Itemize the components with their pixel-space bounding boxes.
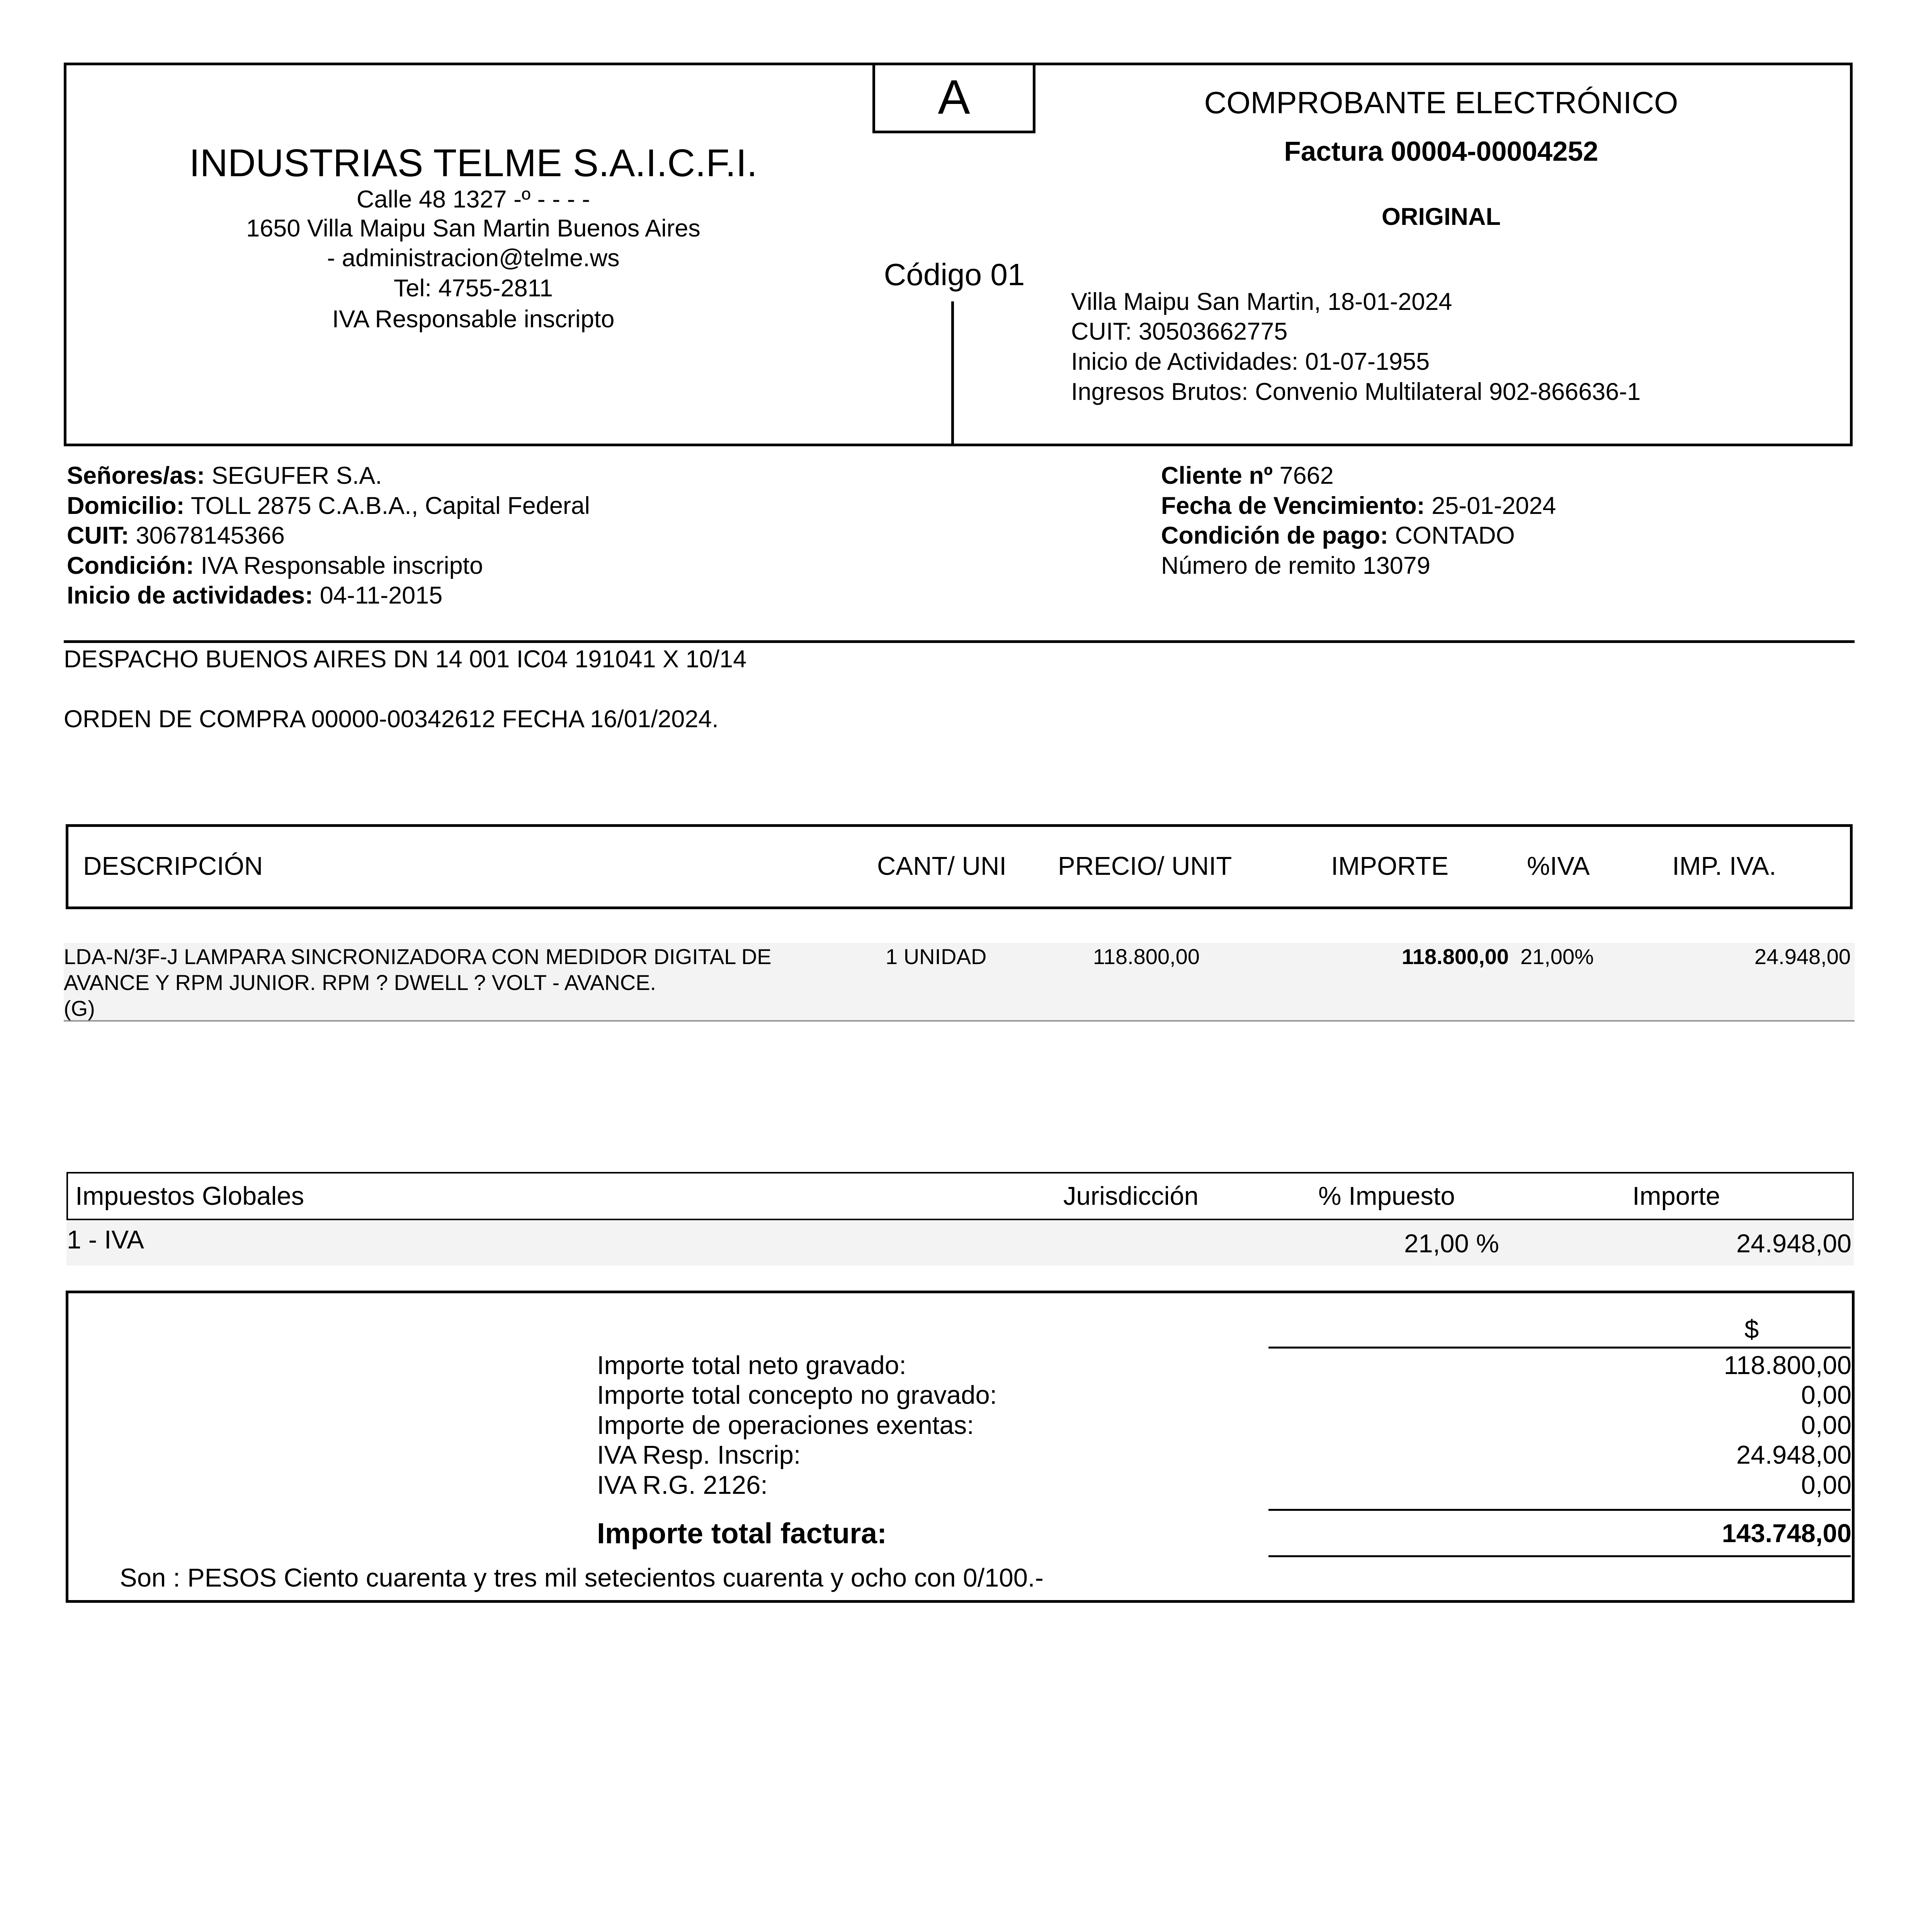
due-date: 25-01-2024 [1425, 492, 1556, 519]
tax-row-name: 1 - IVA [67, 1225, 144, 1254]
customer-condition-label: Condición: [67, 552, 194, 579]
note-dispatch: DESPACHO BUENOS AIRES DN 14 001 IC04 191041 X 10/14 [64, 646, 747, 673]
item-description-line1: LDA-N/3F-J LAMPARA SINCRONIZADORA CON MEDIDOR DIGITAL DE [64, 944, 772, 969]
customer-cuit-label: CUIT: [67, 522, 129, 549]
tax-amount-header: Importe [1632, 1182, 1720, 1211]
totals-iva-label: IVA Resp. Inscrip: [597, 1440, 801, 1469]
customer-divider [64, 640, 1855, 643]
col-amount-header: IMPORTE [1331, 852, 1449, 881]
col-description-header: DESCRIPCIÓN [83, 852, 263, 881]
document-start: Inicio de Actividades: 01-07-1955 [1071, 348, 1430, 375]
totals-top-line [1268, 1347, 1851, 1349]
col-vat-pct-header: %IVA [1527, 852, 1590, 881]
issuer-phone: Tel: 4755-2811 [393, 275, 553, 302]
document-type: COMPROBANTE ELECTRÓNICO [1204, 85, 1678, 120]
due-date-row [1161, 492, 1556, 520]
item-description-line2: AVANCE Y RPM JUNIOR. RPM ? DWELL ? VOLT - AVANCE. [64, 970, 656, 995]
issuer-iva: IVA Responsable inscripto [332, 306, 615, 333]
client-number-label: Cliente nº [1161, 462, 1273, 489]
item-vat-pct: 21,00% [1520, 944, 1594, 969]
item-amount: 118.800,00 [1401, 944, 1509, 969]
taxes-header-box [66, 1172, 1854, 1220]
payment-condition-row [1161, 522, 1515, 549]
note-purchase-order: ORDEN DE COMPRA 00000-00342612 FECHA 16/01/2024. [64, 706, 719, 733]
totals-net-label: Importe total neto gravado: [597, 1351, 906, 1380]
payment-condition: CONTADO [1388, 522, 1515, 549]
payment-condition-label: Condición de pago: [1161, 522, 1388, 549]
tax-name-header: Impuestos Globales [75, 1182, 304, 1211]
customer-address: TOLL 2875 C.A.B.A., Capital Federal [184, 492, 590, 519]
customer-start: 04-11-2015 [313, 582, 443, 609]
customer-name-row [67, 462, 382, 490]
totals-bottom-line [1268, 1555, 1851, 1557]
document-iibb: Ingresos Brutos: Convenio Multilateral 902-866636-1 [1071, 378, 1641, 405]
customer-address-label: Domicilio: [67, 492, 185, 519]
totals-exempt-label: Importe de operaciones exentas: [597, 1411, 974, 1440]
tax-row-pct: 21,00 % [1404, 1229, 1499, 1258]
item-price: 118.800,00 [1093, 944, 1200, 969]
customer-cuit: 30678145366 [129, 522, 285, 549]
item-qty: 1 UNIDAD [886, 944, 987, 969]
totals-not-taxed-value: 0,00 [1801, 1381, 1851, 1410]
client-number: 7662 [1273, 462, 1334, 489]
document-cuit: CUIT: 30503662775 [1071, 318, 1288, 345]
customer-name-label: Señores/as: [67, 462, 205, 489]
tax-row-background [66, 1221, 1854, 1265]
issuer-name: INDUSTRIAS TELME S.A.I.C.F.I. [189, 141, 758, 185]
customer-start-row [67, 582, 442, 609]
invoice-code: Código 01 [884, 257, 1025, 292]
total-in-words: Son : PESOS Ciento cuarenta y tres mil setecientos cuarenta y ocho con 0/100.- [120, 1563, 1044, 1592]
issuer-email: - administracion@telme.ws [327, 245, 620, 272]
totals-net-value: 118.800,00 [1724, 1351, 1851, 1380]
totals-rg2126-label: IVA R.G. 2126: [597, 1471, 768, 1500]
client-number-row [1161, 462, 1334, 490]
currency-symbol: $ [1744, 1315, 1759, 1344]
customer-cuit-row [67, 522, 285, 549]
customer-condition-row [67, 552, 483, 580]
header-divider [951, 301, 954, 446]
customer-condition: IVA Responsable inscripto [194, 552, 483, 579]
customer-name: SEGUFER S.A. [205, 462, 382, 489]
issuer-address2: 1650 Villa Maipu San Martin Buenos Aires [246, 215, 700, 242]
col-qty-header: CANT/ UNI [877, 852, 1006, 881]
totals-rg2126-value: 0,00 [1801, 1471, 1851, 1500]
customer-start-label: Inicio de actividades: [67, 582, 313, 609]
tax-row-amount: 24.948,00 [1736, 1229, 1851, 1258]
item-row-underline [64, 1020, 1855, 1022]
issuer-address1: Calle 48 1327 -º - - - - [356, 186, 590, 213]
col-vat-amount-header: IMP. IVA. [1672, 852, 1777, 881]
tax-pct-header: % Impuesto [1318, 1182, 1455, 1211]
invoice-letter: A [938, 70, 970, 124]
document-place-date: Villa Maipu San Martin, 18-01-2024 [1071, 288, 1452, 315]
due-date-label: Fecha de Vencimiento: [1161, 492, 1425, 519]
customer-address-row [67, 492, 590, 520]
item-description-line3: (G) [64, 996, 95, 1020]
totals-mid-line [1268, 1509, 1851, 1511]
document-number: Factura 00004-00004252 [1284, 136, 1598, 167]
document-copy: ORIGINAL [1382, 203, 1501, 230]
totals-not-taxed-label: Importe total concepto no gravado: [597, 1381, 997, 1410]
col-price-header: PRECIO/ UNIT [1058, 852, 1232, 881]
grand-total-label: Importe total factura: [597, 1517, 887, 1549]
tax-jurisdiction-header: Jurisdicción [1063, 1182, 1199, 1211]
grand-total-value: 143.748,00 [1722, 1519, 1851, 1548]
remito-number: Número de remito 13079 [1161, 552, 1430, 579]
totals-iva-value: 24.948,00 [1736, 1440, 1851, 1469]
item-vat-amount: 24.948,00 [1754, 944, 1851, 969]
totals-exempt-value: 0,00 [1801, 1411, 1851, 1440]
